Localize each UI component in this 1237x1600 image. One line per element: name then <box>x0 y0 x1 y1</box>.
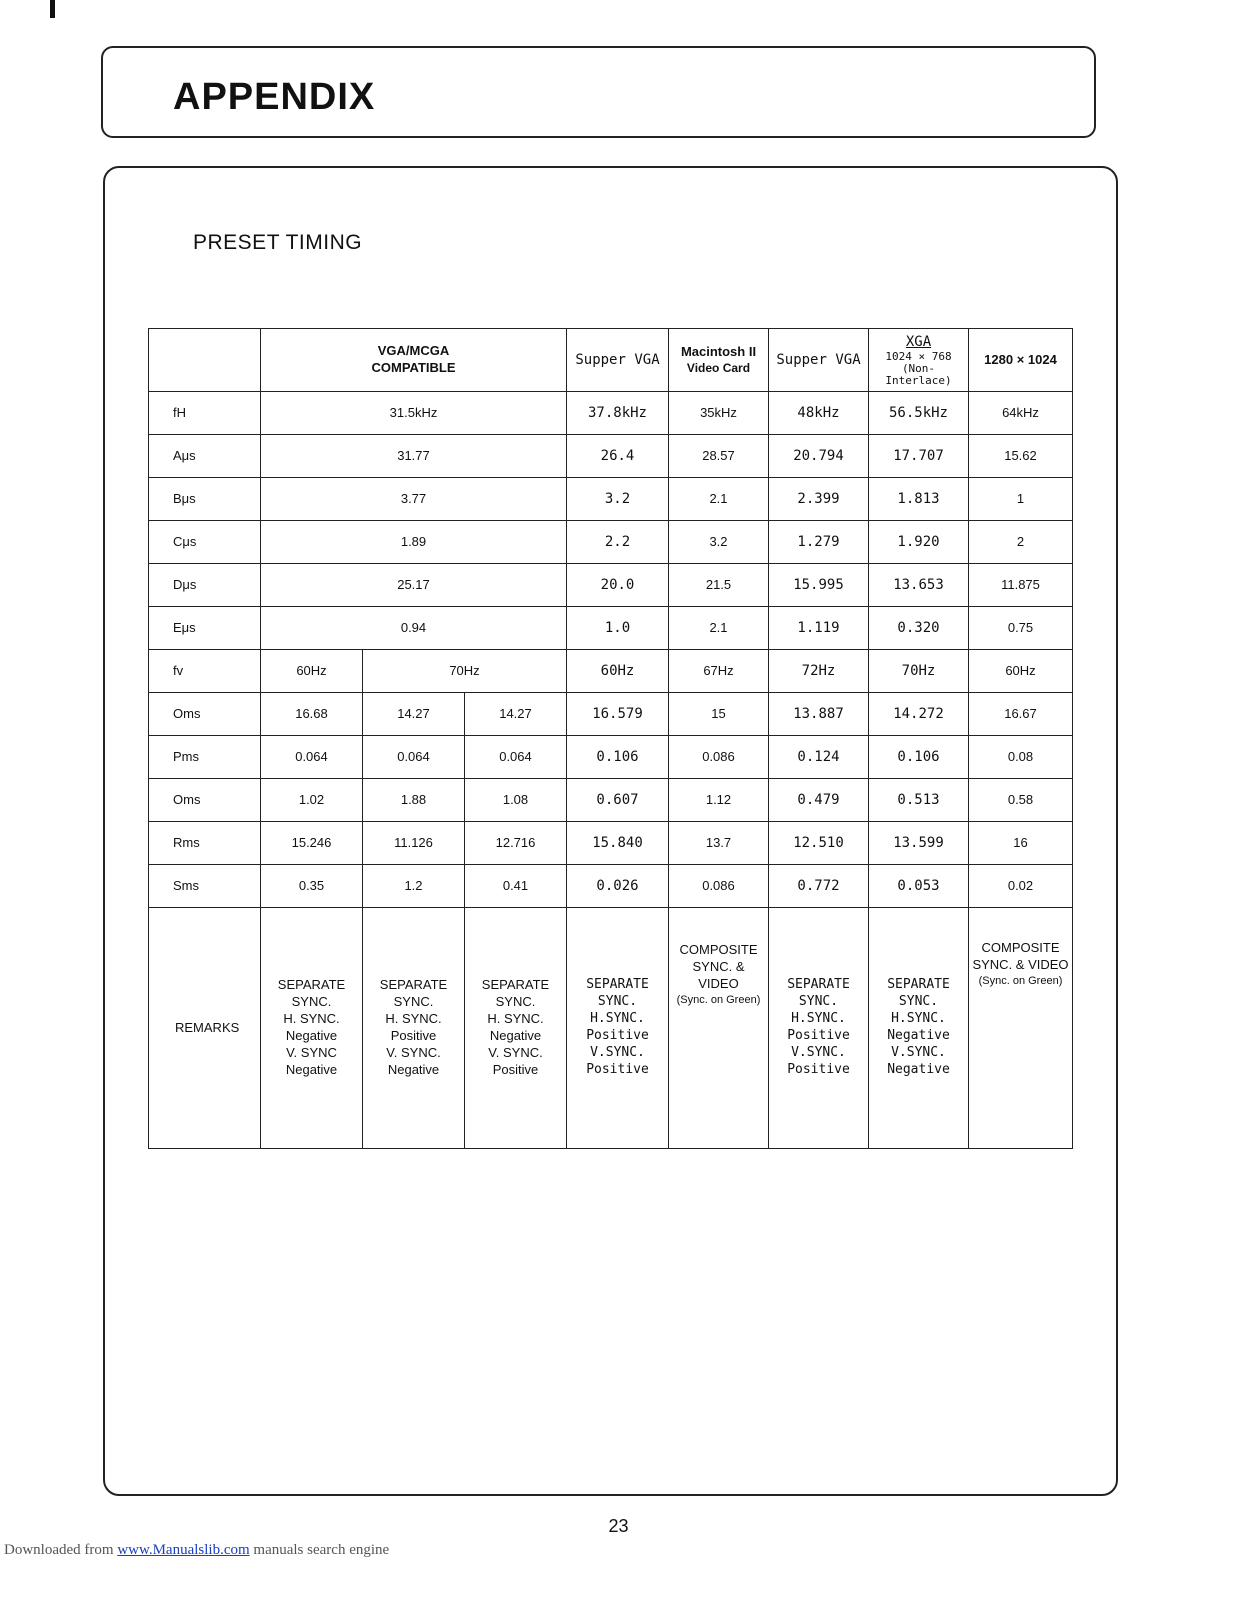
row-label: Aμs <box>149 435 261 478</box>
cell-hires: 2 <box>969 521 1073 564</box>
remark-line: V. SYNC <box>286 1044 337 1060</box>
remark-line: V. SYNC. <box>386 1044 441 1060</box>
remark-line: H. SYNC. <box>283 1011 340 1027</box>
cell-svga2: 20.794 <box>769 435 869 478</box>
header-mac-line1: Macintosh II <box>680 343 757 359</box>
preset-timing-table <box>148 328 1073 1149</box>
row-label: Rms <box>149 822 261 865</box>
remark-line: Negative <box>489 1028 542 1043</box>
remark-line: SYNC. & VIDEO <box>972 956 1069 972</box>
cell-vga-1: 0.35 <box>261 865 363 908</box>
cell-vga-2: 11.126 <box>363 822 465 865</box>
table-row <box>149 865 1073 908</box>
cell-xga: 0.053 <box>869 865 969 908</box>
header-xga <box>869 329 969 392</box>
cell-mac: 0.086 <box>669 736 769 779</box>
cell-xga: 0.513 <box>869 779 969 822</box>
cell-xga: 0.106 <box>869 736 969 779</box>
cell-svga1: 0.607 <box>567 779 669 822</box>
footer-prefix: Downloaded from <box>4 1542 114 1558</box>
remark-line: COMPOSITE <box>981 940 1060 955</box>
table-row <box>149 478 1073 521</box>
header-vga-line1: VGA/MCGA <box>377 343 450 359</box>
cell-svga1: 26.4 <box>567 435 669 478</box>
cell-svga2: 72Hz <box>769 650 869 693</box>
page-number: 23 <box>608 1516 629 1536</box>
remark-line: Positive <box>390 1028 437 1043</box>
remark-line: V.SYNC. <box>791 1044 846 1060</box>
remark-line: H.SYNC. <box>590 1011 645 1027</box>
remark-line: V.SYNC. <box>891 1044 946 1060</box>
cell-svga2: 1.119 <box>769 607 869 650</box>
header-vga-line2: COMPATIBLE <box>371 360 456 375</box>
cell-vga: 25.17 <box>261 564 567 607</box>
remarks-vga-3 <box>465 908 567 1149</box>
cell-xga: 56.5kHz <box>869 392 969 435</box>
cell-svga1: 3.2 <box>567 478 669 521</box>
cell-xga: 1.920 <box>869 521 969 564</box>
cell-vga-1: 15.246 <box>261 822 363 865</box>
cell-svga1: 0.026 <box>567 865 669 908</box>
cell-mac: 0.086 <box>669 865 769 908</box>
cell-xga: 0.320 <box>869 607 969 650</box>
page-title: APPENDIX <box>173 76 376 118</box>
cell-svga2: 13.887 <box>769 693 869 736</box>
remark-line: SYNC. <box>798 994 839 1010</box>
remark-line: SEPARATE <box>787 977 850 993</box>
row-label: Sms <box>149 865 261 908</box>
table-row <box>149 779 1073 822</box>
remark-line: H.SYNC. <box>891 1011 946 1027</box>
cell-vga-3: 14.27 <box>465 693 567 736</box>
remark-line: Positive <box>492 1061 539 1077</box>
cell-xga: 17.707 <box>869 435 969 478</box>
table-row <box>149 564 1073 607</box>
cell-xga: 70Hz <box>869 650 969 693</box>
remark-line: SEPARATE <box>379 977 448 993</box>
cell-svga1: 37.8kHz <box>567 392 669 435</box>
remark-line: H. SYNC. <box>487 1011 544 1027</box>
header-corner <box>149 329 261 392</box>
remark-line: Positive <box>787 1061 850 1077</box>
table-row <box>149 822 1073 865</box>
footer-link[interactable]: www.Manualslib.com <box>117 1542 250 1558</box>
cell-vga-2: 14.27 <box>363 693 465 736</box>
remark-line: SEPARATE <box>887 977 950 993</box>
cell-svga2: 2.399 <box>769 478 869 521</box>
remark-line: V.SYNC. <box>590 1044 645 1060</box>
cell-svga1: 2.2 <box>567 521 669 564</box>
cell-xga: 13.653 <box>869 564 969 607</box>
cell-svga1: 15.840 <box>567 822 669 865</box>
remarks-hires <box>969 908 1073 1149</box>
row-label: Eμs <box>149 607 261 650</box>
remarks-vga-1 <box>261 908 363 1149</box>
table-row <box>149 392 1073 435</box>
table-row-fv <box>149 650 1073 693</box>
remarks-xga <box>869 908 969 1149</box>
header-xga-line3: (Non-Interlace) <box>885 362 952 388</box>
header-mac-line2: Video Card <box>686 360 751 375</box>
cell-mac: 67Hz <box>669 650 769 693</box>
row-label: Oms <box>149 779 261 822</box>
cell-xga: 13.599 <box>869 822 969 865</box>
remarks-row <box>149 908 1073 1149</box>
row-label: Cμs <box>149 521 261 564</box>
remarks-svga1 <box>567 908 669 1149</box>
remark-line: SYNC. <box>291 994 332 1010</box>
cell-vga: 31.77 <box>261 435 567 478</box>
cell-hires: 0.08 <box>969 736 1073 779</box>
remark-line: SYNC. <box>495 994 536 1010</box>
header-xga-line1: XGA <box>905 333 932 350</box>
header-vga <box>261 329 567 392</box>
row-label: Dμs <box>149 564 261 607</box>
header-svga2: Supper VGA <box>769 329 869 392</box>
remark-line: SYNC. & VIDEO <box>692 958 745 991</box>
cell-hires: 16.67 <box>969 693 1073 736</box>
remark-line: SYNC. <box>597 994 638 1010</box>
cell-mac: 2.1 <box>669 478 769 521</box>
header-svga1: Supper VGA <box>567 329 669 392</box>
cell-mac: 1.12 <box>669 779 769 822</box>
page-edge-mark <box>50 0 55 18</box>
cell-svga1: 16.579 <box>567 693 669 736</box>
remarks-vga-2 <box>363 908 465 1149</box>
cell-vga-1: 16.68 <box>261 693 363 736</box>
cell-vga: 1.89 <box>261 521 567 564</box>
header-mac <box>669 329 769 392</box>
footer <box>4 1542 389 1559</box>
remark-line: V. SYNC. <box>488 1044 543 1060</box>
cell-mac: 15 <box>669 693 769 736</box>
cell-vga-2: 1.88 <box>363 779 465 822</box>
table-row <box>149 435 1073 478</box>
cell-vga-3: 12.716 <box>465 822 567 865</box>
cell-hires: 1 <box>969 478 1073 521</box>
cell-vga-1: 1.02 <box>261 779 363 822</box>
cell-xga: 14.272 <box>869 693 969 736</box>
cell-vga-70: 70Hz <box>363 650 567 693</box>
cell-hires: 0.02 <box>969 865 1073 908</box>
remarks-label: REMARKS <box>149 908 261 1149</box>
cell-svga2: 15.995 <box>769 564 869 607</box>
remarks-svga2 <box>769 908 869 1149</box>
cell-svga1: 0.106 <box>567 736 669 779</box>
cell-svga2: 0.479 <box>769 779 869 822</box>
section-title: PRESET TIMING <box>193 231 363 254</box>
table-row <box>149 693 1073 736</box>
cell-mac: 35kHz <box>669 392 769 435</box>
remark-line: Positive <box>586 1028 649 1043</box>
row-label: fv <box>149 650 261 693</box>
cell-vga-3: 0.41 <box>465 865 567 908</box>
remark-line: H. SYNC. <box>385 1011 442 1027</box>
cell-vga-2: 0.064 <box>363 736 465 779</box>
remark-line: (Sync. on Green) <box>978 974 1063 987</box>
footer-suffix: manuals search engine <box>253 1542 390 1558</box>
cell-hires: 60Hz <box>969 650 1073 693</box>
remark-line: SYNC. <box>393 994 434 1010</box>
remark-line: COMPOSITE <box>679 942 758 957</box>
table-row <box>149 736 1073 779</box>
cell-vga-1: 0.064 <box>261 736 363 779</box>
remark-line: Negative <box>285 1061 338 1077</box>
cell-hires: 11.875 <box>969 564 1073 607</box>
row-label: Bμs <box>149 478 261 521</box>
row-label: Pms <box>149 736 261 779</box>
remark-line: Negative <box>887 1028 950 1043</box>
header-row <box>149 329 1073 392</box>
cell-svga2: 0.124 <box>769 736 869 779</box>
remark-line: Negative <box>887 1061 950 1077</box>
cell-svga2: 12.510 <box>769 822 869 865</box>
remark-line: Negative <box>387 1061 440 1077</box>
cell-hires: 0.75 <box>969 607 1073 650</box>
remark-line: Negative <box>285 1028 338 1043</box>
cell-xga: 1.813 <box>869 478 969 521</box>
remarks-mac <box>669 908 769 1149</box>
cell-svga1: 1.0 <box>567 607 669 650</box>
table-row <box>149 521 1073 564</box>
row-label: Oms <box>149 693 261 736</box>
remark-line: Positive <box>586 1061 649 1077</box>
cell-svga2: 48kHz <box>769 392 869 435</box>
cell-vga: 31.5kHz <box>261 392 567 435</box>
remark-line: SEPARATE <box>586 977 649 993</box>
cell-vga-3: 1.08 <box>465 779 567 822</box>
remark-line: SYNC. <box>898 994 939 1010</box>
cell-svga2: 1.279 <box>769 521 869 564</box>
cell-svga1: 20.0 <box>567 564 669 607</box>
cell-svga2: 0.772 <box>769 865 869 908</box>
remark-line: SEPARATE <box>277 977 346 993</box>
cell-svga1: 60Hz <box>567 650 669 693</box>
cell-mac: 3.2 <box>669 521 769 564</box>
cell-hires: 64kHz <box>969 392 1073 435</box>
cell-vga: 3.77 <box>261 478 567 521</box>
cell-vga-60: 60Hz <box>261 650 363 693</box>
header-xga-line2: 1024 × 768 <box>885 349 952 363</box>
cell-mac: 21.5 <box>669 564 769 607</box>
cell-vga-2: 1.2 <box>363 865 465 908</box>
cell-hires: 0.58 <box>969 779 1073 822</box>
remark-line: H.SYNC. <box>791 1011 846 1027</box>
cell-hires: 15.62 <box>969 435 1073 478</box>
cell-mac: 13.7 <box>669 822 769 865</box>
cell-mac: 28.57 <box>669 435 769 478</box>
cell-vga: 0.94 <box>261 607 567 650</box>
cell-mac: 2.1 <box>669 607 769 650</box>
header-hires: 1280 × 1024 <box>969 329 1073 392</box>
remark-line: (Sync. on Green) <box>676 993 761 1006</box>
remark-line: Positive <box>787 1028 850 1043</box>
remark-line: SEPARATE <box>481 977 550 993</box>
table-row <box>149 607 1073 650</box>
cell-hires: 16 <box>969 822 1073 865</box>
cell-vga-3: 0.064 <box>465 736 567 779</box>
row-label: fH <box>149 392 261 435</box>
